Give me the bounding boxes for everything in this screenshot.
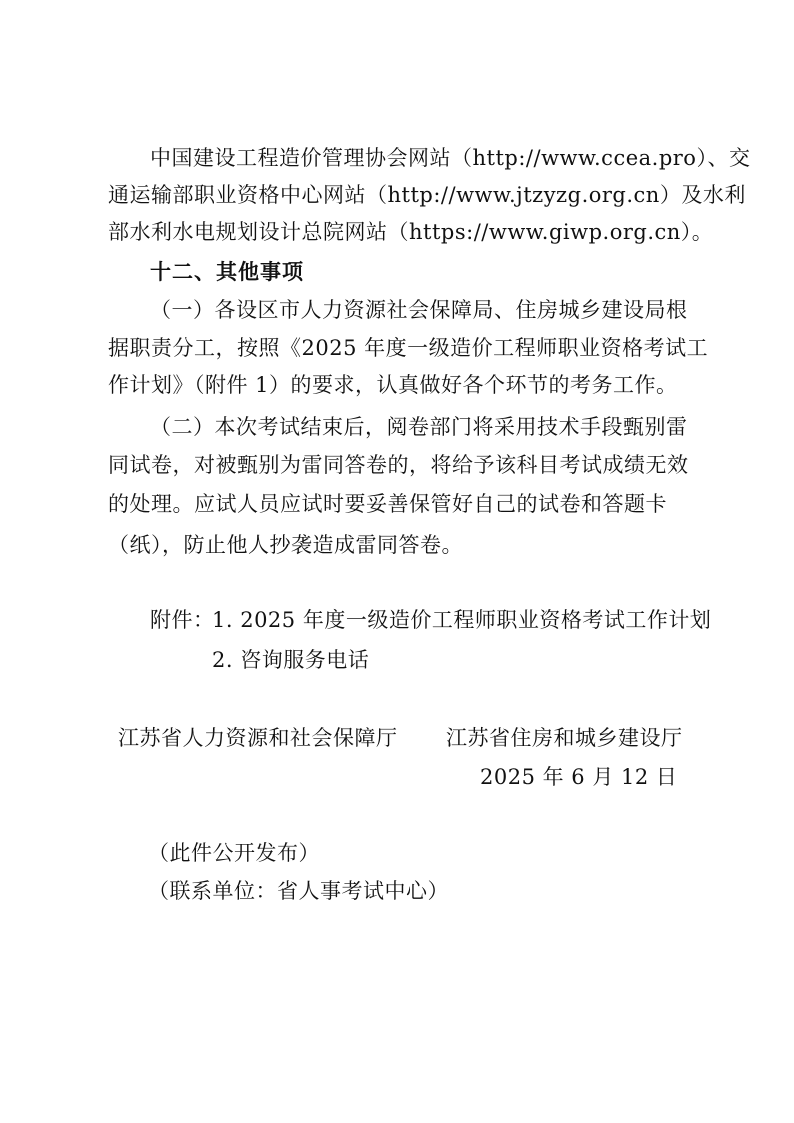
section-heading: 十二、其他事项 (150, 260, 304, 284)
item1-line-2: 据职责分工，按照《2025 年度一级造价工程师职业资格考试工 (108, 336, 709, 360)
item2-line-4: （纸），防止他人抄袭造成雷同答卷。 (108, 533, 463, 557)
item2-line-1: （二）本次考试结束后，阅卷部门将采用技术手段甄别雷 (150, 415, 688, 439)
attachments-label: 附件： (150, 608, 215, 632)
signature-org-left: 江苏省人力资源和社会保障厅 (118, 726, 398, 750)
intro-line-2: 通运输部职业资格中心网站（http://www.jtzyzg.org.cn）及水利 (108, 183, 746, 207)
item2-line-3: 的处理。应试人员应试时要妥善保管好自己的试卷和答题卡 (108, 492, 667, 516)
item1-line-3: 作计划》（附件 1）的要求，认真做好各个环节的考务工作。 (108, 373, 678, 397)
intro-line-1: 中国建设工程造价管理协会网站（http://www.ccea.pro）、交 (150, 146, 751, 170)
intro-line-3: 部水利水电规划设计总院网站（https://www.giwp.org.cn）。 (108, 220, 714, 244)
signature-org-right: 江苏省住房和城乡建设厅 (446, 726, 683, 750)
item2-line-2: 同试卷，对被甄别为雷同答卷的，将给予该科目考试成绩无效 (108, 453, 689, 477)
item1-line-1: （一）各设区市人力资源社会保障局、住房城乡建设局根 (150, 298, 688, 322)
attachment-item-2: 2. 咨询服务电话 (212, 648, 370, 672)
note-contact-unit: （联系单位：省人事考试中心） (148, 879, 449, 903)
note-public-release: （此件公开发布） (148, 841, 320, 865)
signature-date: 2025 年 6 月 12 日 (480, 765, 678, 789)
attachment-item-1: 1. 2025 年度一级造价工程师职业资格考试工作计划 (212, 608, 712, 632)
